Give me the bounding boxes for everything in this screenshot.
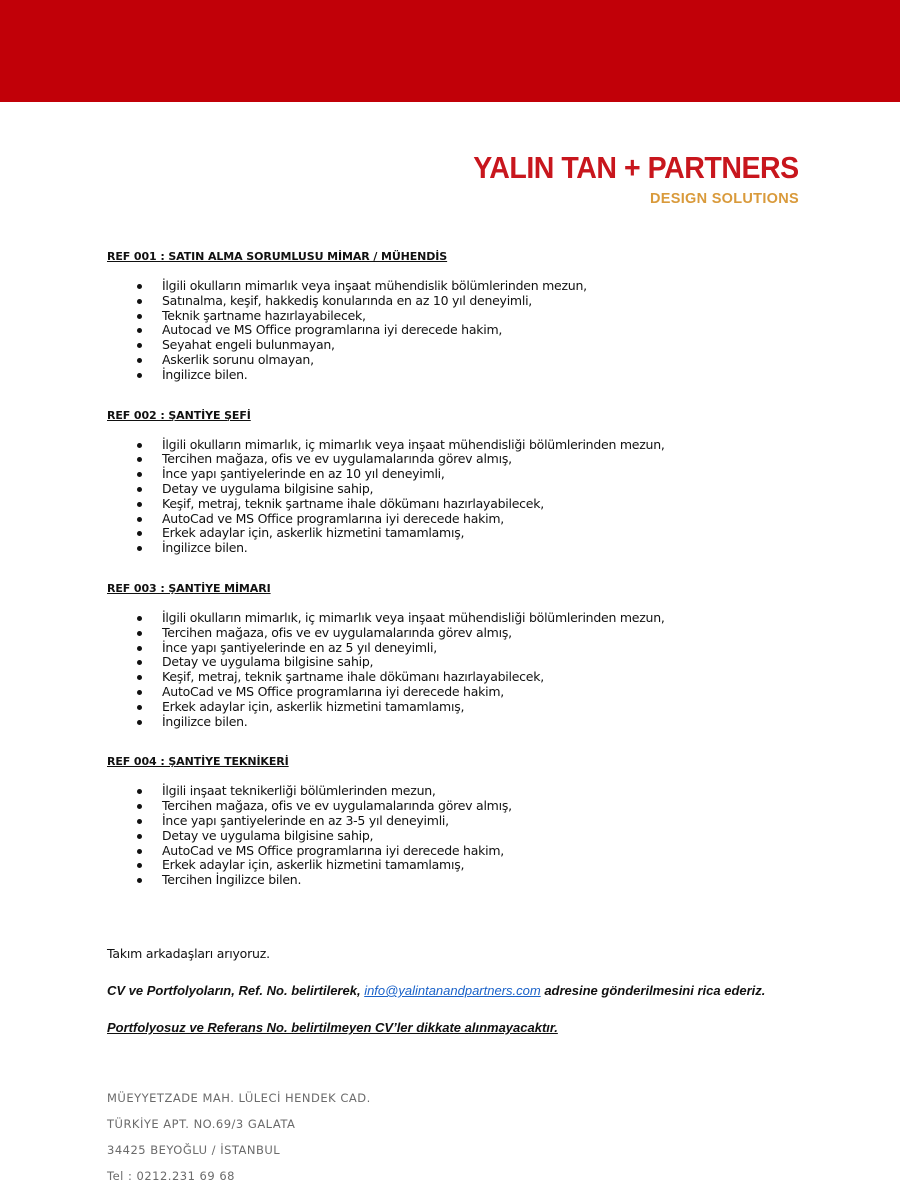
logo-company-name: YALIN TAN + PARTNERS <box>473 150 799 185</box>
requirement-item: İngilizce bilen. <box>107 541 807 556</box>
header-red-bar <box>0 0 900 102</box>
phone-number: Tel : 0212.231 69 68 <box>107 1169 235 1183</box>
requirement-list <box>107 438 807 556</box>
requirement-item: AutoCad ve MS Office programlarına iyi derecede hakim, <box>107 844 807 859</box>
requirement-item: AutoCad ve MS Office programlarına iyi derecede hakim, <box>107 512 807 527</box>
application-instructions <box>107 983 765 998</box>
requirement-item: Detay ve uygulama bilgisine sahip, <box>107 655 807 670</box>
requirement-item: İngilizce bilen. <box>107 715 807 730</box>
requirement-item: Autocad ve MS Office programlarına iyi derecede hakim, <box>107 323 807 338</box>
portfolio-note: Portfolyosuz ve Referans No. belirtilmeyen CV’ler dikkate alınmayacaktır. <box>107 1020 558 1035</box>
requirement-item: İlgili inşaat teknikerliği bölümlerinden mezun, <box>107 784 807 799</box>
apply-text-before: CV ve Portfolyoların, Ref. No. belirtilerek, <box>107 983 365 998</box>
job-ref-002 <box>107 408 807 556</box>
requirement-item: İlgili okulların mimarlık, iç mimarlık veya inşaat mühendisliği bölümlerinden mezun, <box>107 438 807 453</box>
requirement-item: Seyahat engeli bulunmayan, <box>107 338 807 353</box>
requirement-item: Tercihen mağaza, ofis ve ev uygulamalarında görev almış, <box>107 799 807 814</box>
requirement-item: Keşif, metraj, teknik şartname ihale dökümanı hazırlayabilecek, <box>107 670 807 685</box>
apply-text-after: adresine gönderilmesini rica ederiz. <box>540 983 766 998</box>
requirement-item: Tercihen mağaza, ofis ve ev uygulamalarında görev almış, <box>107 452 807 467</box>
job-title: REF 002 : ŞANTİYE ŞEFİ <box>107 408 251 422</box>
job-ref-004 <box>107 754 807 888</box>
address-line: MÜEYYETZADE MAH. LÜLECİ HENDEK CAD. <box>107 1091 371 1105</box>
requirement-item: Satınalma, keşif, hakkediş konularında en az 10 yıl deneyimli, <box>107 294 807 309</box>
requirement-item: İnce yapı şantiyelerinde en az 10 yıl deneyimli, <box>107 467 807 482</box>
address-line: 34425 BEYOĞLU / İSTANBUL <box>107 1143 281 1157</box>
requirement-list <box>107 279 807 383</box>
job-title: REF 001 : SATIN ALMA SORUMLUSU MİMAR / MÜHENDİS <box>107 250 448 263</box>
requirement-item: Askerlik sorunu olmayan, <box>107 353 807 368</box>
requirement-item: İnce yapı şantiyelerinde en az 5 yıl deneyimli, <box>107 641 807 656</box>
team-tagline: Takım arkadaşları arıyoruz. <box>107 946 270 961</box>
requirement-item: Erkek adaylar için, askerlik hizmetini tamamlamış, <box>107 858 807 873</box>
requirement-item: İlgili okulların mimarlık, iç mimarlık veya inşaat mühendisliği bölümlerinden mezun, <box>107 611 807 626</box>
logo-tagline: DESIGN SOLUTIONS <box>649 191 799 207</box>
job-ref-001 <box>107 249 807 383</box>
requirement-item: Tercihen İngilizce bilen. <box>107 873 807 888</box>
job-listings <box>107 249 807 913</box>
requirement-list <box>107 784 807 888</box>
requirement-item: İngilizce bilen. <box>107 368 807 383</box>
requirement-item: AutoCad ve MS Office programlarına iyi derecede hakim, <box>107 685 807 700</box>
requirement-list <box>107 611 807 729</box>
job-title: REF 004 : ŞANTİYE TEKNİKERİ <box>107 755 289 769</box>
requirement-item: Tercihen mağaza, ofis ve ev uygulamalarında görev almış, <box>107 626 807 641</box>
job-ref-003 <box>107 581 807 729</box>
requirement-item: Detay ve uygulama bilgisine sahip, <box>107 829 807 844</box>
email-link[interactable]: info@yalintanandpartners.com <box>364 983 541 998</box>
company-logo <box>445 150 799 208</box>
company-address <box>107 1089 371 1193</box>
job-title: REF 003 : ŞANTİYE MİMARI <box>107 581 271 595</box>
requirement-item: Teknik şartname hazırlayabilecek, <box>107 309 807 324</box>
requirement-item: Erkek adaylar için, askerlik hizmetini tamamlamış, <box>107 526 807 541</box>
address-line: TÜRKİYE APT. NO.69/3 GALATA <box>107 1117 296 1131</box>
requirement-item: İlgili okulların mimarlık veya inşaat mühendislik bölümlerinden mezun, <box>107 279 807 294</box>
requirement-item: Keşif, metraj, teknik şartname ihale dökümanı hazırlayabilecek, <box>107 497 807 512</box>
requirement-item: Detay ve uygulama bilgisine sahip, <box>107 482 807 497</box>
requirement-item: İnce yapı şantiyelerinde en az 3-5 yıl deneyimli, <box>107 814 807 829</box>
requirement-item: Erkek adaylar için, askerlik hizmetini tamamlamış, <box>107 700 807 715</box>
